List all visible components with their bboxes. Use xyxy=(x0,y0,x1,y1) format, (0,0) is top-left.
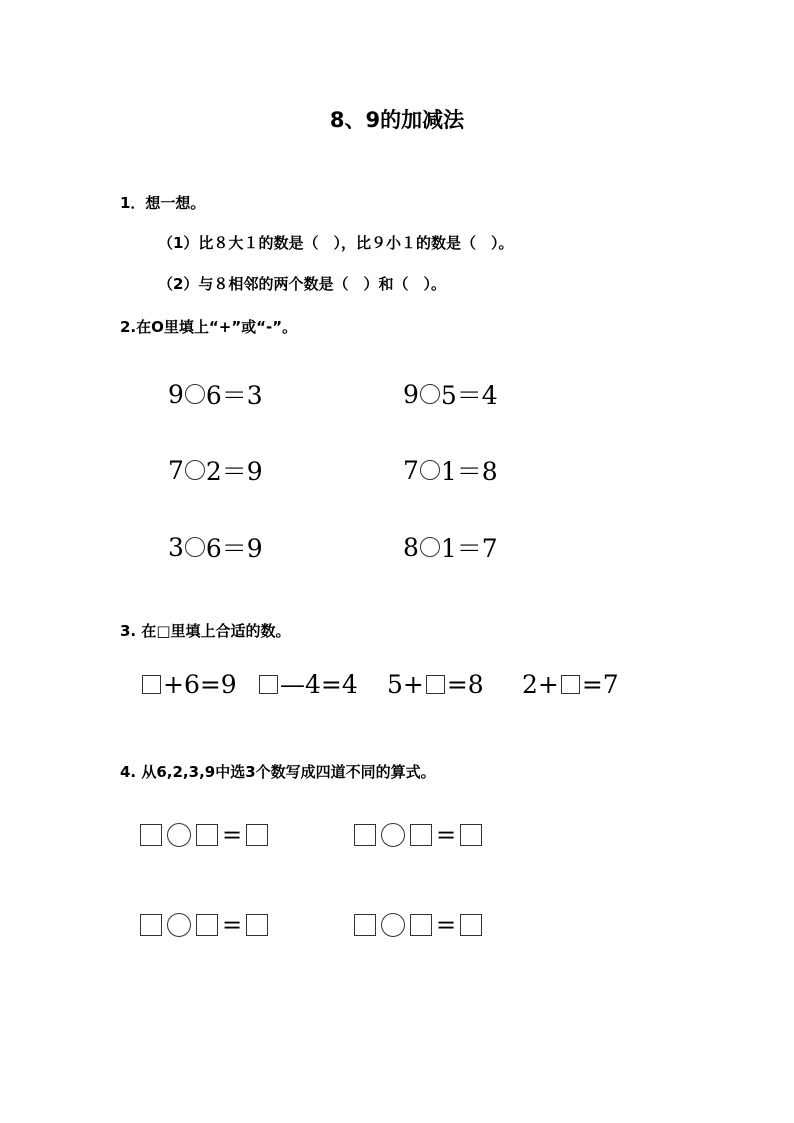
fill-after: =7 xyxy=(581,670,619,699)
number-box[interactable] xyxy=(140,824,162,846)
operator-equation xyxy=(168,529,263,565)
equation-left: 9 xyxy=(403,379,419,409)
answer-box[interactable] xyxy=(142,675,161,694)
result-box[interactable] xyxy=(460,824,482,846)
operator-circle[interactable] xyxy=(185,537,205,557)
number-box[interactable] xyxy=(410,914,432,936)
result-box[interactable] xyxy=(246,824,268,846)
equation-right: 5＝4 xyxy=(440,381,498,410)
number-box[interactable] xyxy=(354,914,376,936)
answer-box[interactable] xyxy=(426,675,445,694)
operator-circle[interactable] xyxy=(420,537,440,557)
equals-sign: = xyxy=(436,821,457,849)
equation-left: 8 xyxy=(403,532,419,562)
question-4-heading: 4. 从6,2,3,9中选3个数写成四道不同的算式。 xyxy=(120,763,436,781)
number-box[interactable] xyxy=(196,914,218,936)
equation-left: 7 xyxy=(168,455,184,485)
equation-right: 6＝3 xyxy=(205,381,263,410)
fill-after: —4=4 xyxy=(280,670,358,699)
equals-sign: = xyxy=(436,911,457,939)
question-3-heading: 3. 在□里填上合适的数。 xyxy=(120,622,291,640)
blank-equation xyxy=(140,913,268,937)
operator-circle[interactable] xyxy=(381,823,405,847)
fill-equation xyxy=(257,670,358,699)
blank-equation xyxy=(354,913,482,937)
number-box[interactable] xyxy=(410,824,432,846)
operator-equation xyxy=(168,452,263,488)
question-1-part-2: （2）与８相邻的两个数是（ ）和（ ）。 xyxy=(158,275,446,293)
equals-sign: = xyxy=(222,911,243,939)
operator-circle[interactable] xyxy=(167,913,191,937)
question-2-heading: 2.在O里填上“+”或“-”。 xyxy=(120,318,298,336)
answer-box[interactable] xyxy=(259,675,278,694)
equation-left: 7 xyxy=(403,455,419,485)
answer-box[interactable] xyxy=(561,675,580,694)
fill-after: +6=9 xyxy=(163,670,237,699)
operator-equation xyxy=(168,376,263,412)
equation-right: 1＝7 xyxy=(440,534,498,563)
equation-right: 2＝9 xyxy=(205,457,263,486)
operator-circle[interactable] xyxy=(185,460,205,480)
operator-circle[interactable] xyxy=(420,460,440,480)
operator-circle[interactable] xyxy=(167,823,191,847)
fill-equation xyxy=(522,670,619,699)
operator-equation xyxy=(403,452,498,488)
number-box[interactable] xyxy=(354,824,376,846)
operator-circle[interactable] xyxy=(185,384,205,404)
equation-left: 3 xyxy=(168,532,184,562)
operator-circle[interactable] xyxy=(381,913,405,937)
equation-right: 1＝8 xyxy=(440,457,498,486)
blank-equation xyxy=(140,823,268,847)
operator-circle[interactable] xyxy=(420,384,440,404)
fill-before: 5+ xyxy=(387,670,424,699)
number-box[interactable] xyxy=(140,914,162,936)
blank-equation xyxy=(354,823,482,847)
equation-left: 9 xyxy=(168,379,184,409)
fill-after: =8 xyxy=(446,670,484,699)
operator-equation xyxy=(403,529,498,565)
operator-equation xyxy=(403,376,498,412)
fill-equation xyxy=(387,670,484,699)
equation-right: 6＝9 xyxy=(205,534,263,563)
number-box[interactable] xyxy=(196,824,218,846)
question-1-part-1: （1）比８大１的数是（ ），比９小１的数是（ ）。 xyxy=(158,234,514,252)
question-1-heading: 1．想一想。 xyxy=(120,194,206,212)
fill-before: 2+ xyxy=(522,670,559,699)
equals-sign: = xyxy=(222,821,243,849)
page-title: 8、9的加减法 xyxy=(329,108,465,132)
result-box[interactable] xyxy=(460,914,482,936)
fill-equation xyxy=(140,670,237,699)
result-box[interactable] xyxy=(246,914,268,936)
